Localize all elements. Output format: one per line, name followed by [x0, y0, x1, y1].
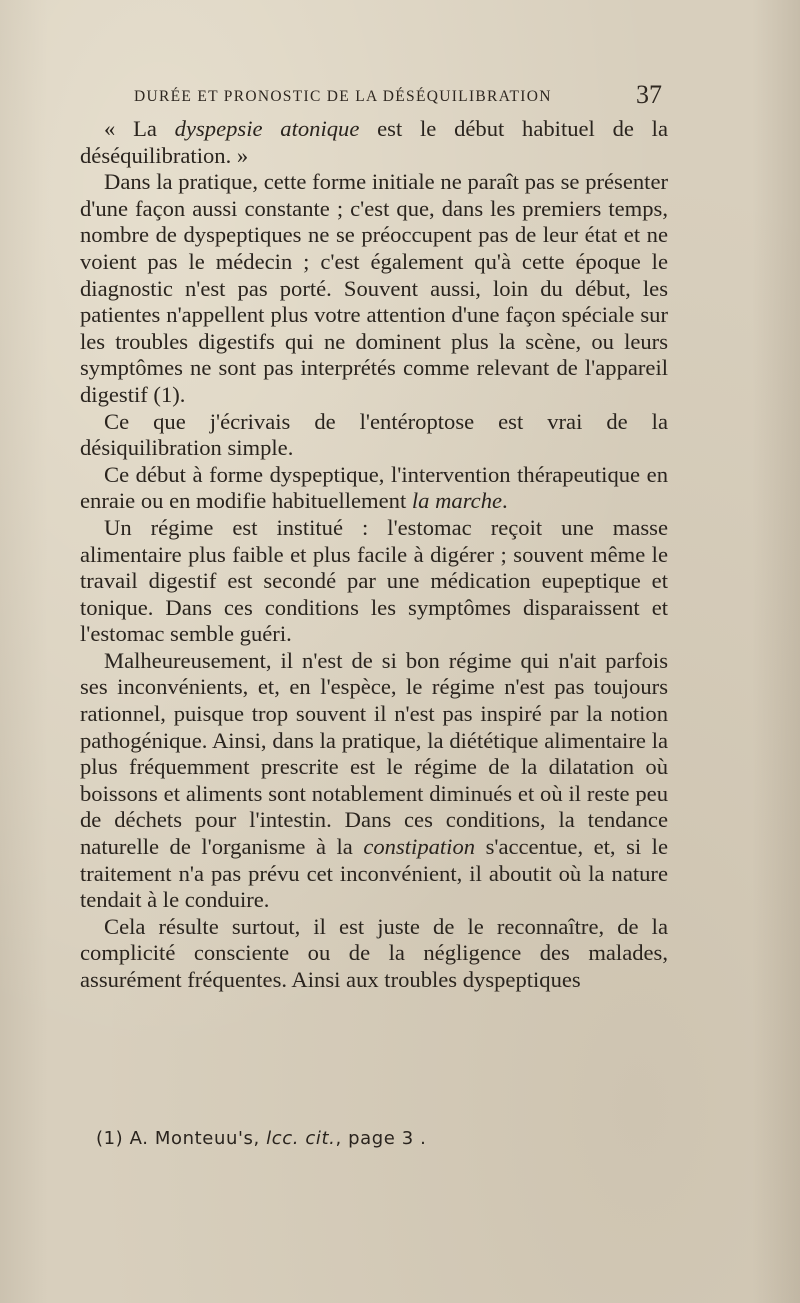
paragraph-2: Dans la pratique, cette forme initiale ne paraît pas se présenter d'une façon aussi constante ; c'est que, dans les premiers temps, nombre de dyspeptiques ne se préoccupent pas de leur état et ne voient pas le médecin ; c'est également qu'à cette époque le diagnostic n'est pas porté. Souvent aussi, loin du début, les patientes n'appellent plus votre attention d'une façon spéciale sur les troubles digestifs qui ne dominent plus la scène, ou leurs symptômes ne sont pas interprétés comme relevant de l'appareil digestif (1).: [80, 169, 668, 407]
body-text: [80, 116, 668, 994]
paragraph-4: [80, 462, 668, 515]
paragraph-6-text-a: Malheureusement, il n'est de si bon régime qui n'ait parfois ses inconvénients, et, en l'espèce, le régime n'est pas toujours rationnel, puisque trop souvent il n'est pas inspiré par la notion pathogénique. Ainsi, dans la pratique, la diététique alimentaire la plus fréquemment prescrite est le régime de la dilatation où boissons et aliments sont notablement diminués et où il reste peu de déchets pour l'intestin. Dans ces conditions, la tendance naturelle de l'organisme à la: [80, 647, 668, 860]
paragraph-1-emphasis: dyspepsie atonique: [174, 116, 360, 141]
paragraph-4-text-c: .: [502, 488, 508, 514]
footnote: [96, 1128, 656, 1150]
paragraph-7: Cela résulte surtout, il est juste de le reconnaître, de la complicité consciente ou de la négligence des malades, assurément fréquentes. Ainsi aux troubles dyspeptiques: [80, 913, 668, 992]
paragraph-6: [80, 648, 668, 914]
paragraph-6-text-c: s'accentue, et, si le traitement n'a pas prévu cet inconvénient, il aboutit où la nature tendait à le conduire.: [80, 834, 668, 913]
paragraph-1-text-a: « La: [104, 116, 175, 141]
footnote-text-c: , page 3 .: [335, 1128, 427, 1149]
paragraph-4-emphasis: la marche: [411, 488, 503, 514]
footnote-emphasis: lcc. cit.: [266, 1128, 336, 1149]
footnote-text-a: (1) A. Monteuu's,: [96, 1128, 267, 1149]
paragraph-1-text-c: est le début habituel de la déséquilibration. »: [80, 116, 668, 168]
paragraph-4-text-a: Ce début à forme dyspeptique, l'intervention thérapeutique en enraie ou en modifie habituellement: [80, 461, 668, 514]
running-title: DURÉE ET PRONOSTIC DE LA DÉSÉQUILIBRATION: [134, 88, 552, 105]
running-head: [80, 80, 680, 114]
paragraph-3: Ce que j'écrivais de l'entéroptose est vrai de la désiquilibration simple.: [80, 408, 668, 461]
paragraph-6-emphasis: constipation: [363, 834, 476, 860]
page-number: 37: [636, 80, 662, 109]
paragraph-5: Un régime est institué : l'estomac reçoit une masse alimentaire plus faible et plus facile à digérer ; souvent même le travail digestif est secondé par une médication eupeptique et tonique. Dans ces conditions les symptômes disparaissent et l'estomac semble guéri.: [80, 514, 668, 647]
paragraph-1: [80, 116, 668, 169]
